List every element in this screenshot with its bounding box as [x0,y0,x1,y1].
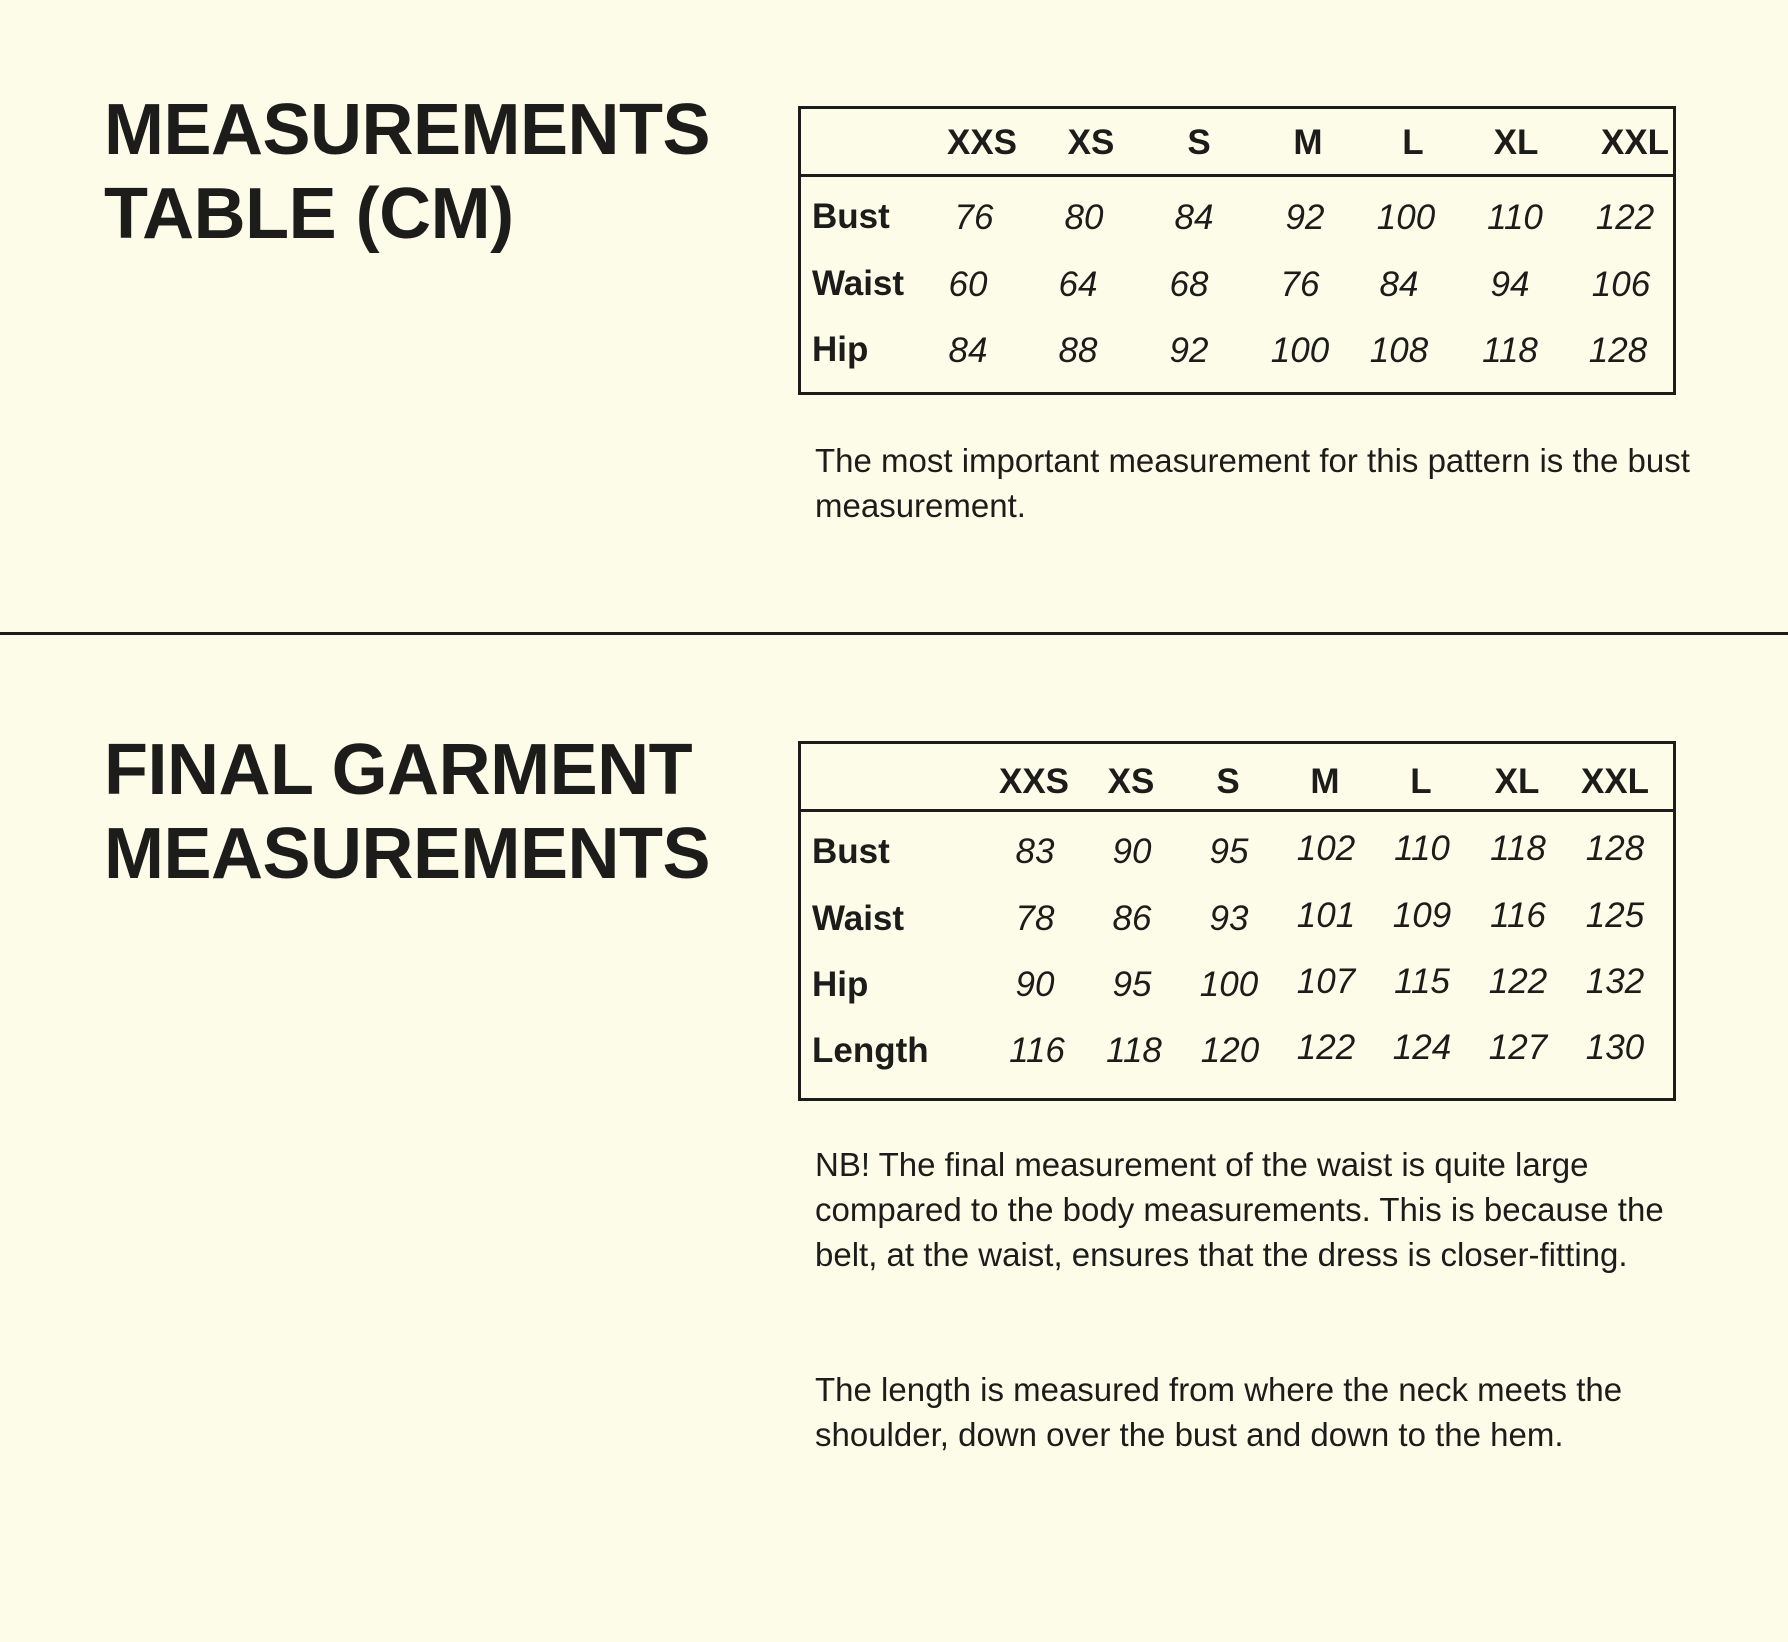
table-cell: 128 [1585,829,1645,868]
size-header-xxl: XXL [1580,762,1650,801]
table-cell: 115 [1394,962,1450,1001]
table-header-row [801,744,1673,812]
body-measurements-table [798,106,1676,395]
row-label-bust: Bust [812,197,890,236]
table-cell: 130 [1585,1028,1645,1067]
final-garment-title [104,728,710,896]
table-cell: 90 [1112,832,1152,871]
length-note: The length is measured from where the neck meets the shoulder, down over the bust and down to the hem. [815,1371,1623,1453]
table-cell: 80 [1064,198,1104,237]
table-cell: 95 [1112,965,1152,1004]
table-cell: 106 [1591,265,1651,304]
table-header-row [801,109,1673,177]
table-cell: 122 [1488,962,1548,1001]
table-cell: 125 [1585,896,1645,935]
waist-note: NB! The final measurement of the waist is quite large compared to the body measurements. This is because the belt, at the waist, ensures that the dress is closer-fitting. [815,1146,1664,1273]
table-cell: 86 [1112,899,1152,938]
table-cell: 101 [1296,896,1356,935]
bust-measurement-note: The most important measurement for this pattern is the bust measurement. [815,442,1690,524]
size-header-m: M [1310,762,1340,801]
table-cell: 100 [1270,331,1330,370]
size-header-l: L [1410,762,1432,801]
table-cell: 92 [1285,198,1325,237]
table-cell: 84 [948,331,988,370]
table-cell: 76 [1280,265,1320,304]
table-cell: 94 [1490,265,1530,304]
size-header-m: M [1293,123,1323,162]
row-label-bust: Bust [812,832,890,871]
final-garment-table [798,741,1676,1101]
table-cell: 84 [1379,265,1419,304]
table-cell: 118 [1482,331,1538,370]
table-cell: 68 [1169,265,1209,304]
table-cell: 110 [1487,198,1543,237]
table-cell: 122 [1595,198,1655,237]
measurements-table-title [104,88,710,256]
size-header-xl: XL [1494,762,1540,801]
table-cell: 64 [1058,265,1098,304]
table-cell: 108 [1369,331,1429,370]
row-label-waist: Waist [812,264,905,303]
title-line: FINAL GARMENT [104,730,693,810]
table-cell: 127 [1488,1028,1548,1067]
table-cell: 118 [1106,1031,1162,1070]
table-cell: 124 [1392,1028,1452,1067]
table-cell: 95 [1209,832,1249,871]
size-header-s: S [1216,762,1240,801]
table-cell: 83 [1015,832,1055,871]
table-cell: 100 [1199,965,1259,1004]
table-cell: 116 [1009,1031,1065,1070]
size-header-s: S [1187,123,1211,162]
table-cell: 84 [1174,198,1214,237]
table-cell: 100 [1376,198,1436,237]
table-cell: 122 [1296,1028,1356,1067]
table-cell: 92 [1169,331,1209,370]
table-cell: 102 [1296,829,1356,868]
table-cell: 116 [1490,896,1546,935]
table-cell: 90 [1015,965,1055,1004]
table-cell: 132 [1585,962,1645,1001]
row-label-waist: Waist [812,899,905,938]
size-header-l: L [1402,123,1424,162]
size-header-xxs: XXS [946,123,1018,162]
size-header-xxl: XXL [1600,123,1670,162]
table-cell: 109 [1392,896,1452,935]
row-label-length: Length [812,1031,929,1070]
table-cell: 118 [1490,829,1546,868]
title-line: MEASUREMENTS [104,90,711,170]
size-header-xs: XS [1067,123,1115,162]
row-label-hip: Hip [812,965,869,1004]
table-cell: 107 [1296,962,1356,1001]
size-header-xxs: XXS [998,762,1070,801]
title-line: TABLE (CM) [104,174,514,254]
table-cell: 110 [1394,829,1450,868]
section-divider [0,632,1788,635]
table-cell: 93 [1209,899,1249,938]
table-cell: 78 [1015,899,1055,938]
table-cell: 88 [1058,331,1098,370]
size-header-xs: XS [1107,762,1155,801]
table-cell: 128 [1588,331,1648,370]
row-label-hip: Hip [812,330,869,369]
table-cell: 60 [948,265,988,304]
table-cell: 76 [954,198,994,237]
title-line: MEASUREMENTS [104,814,711,894]
size-header-xl: XL [1493,123,1539,162]
table-cell: 120 [1200,1031,1260,1070]
